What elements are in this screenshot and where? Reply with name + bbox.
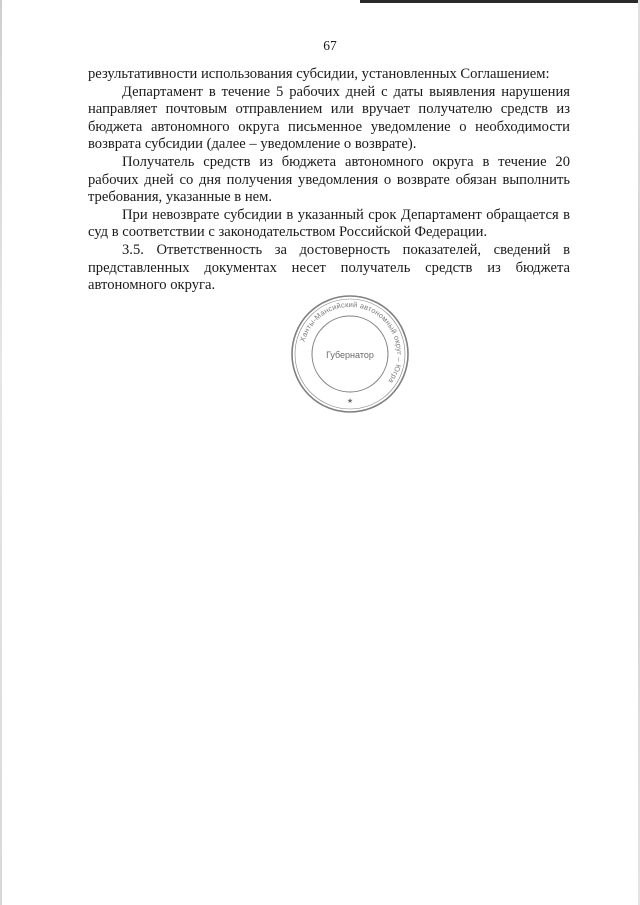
paragraph-department-notice: Департамент в течение 5 рабочих дней с даты выявления нарушения направляет почтовым отправлением или вручает получателю средств из бюджета автономного округа письменное уведомление о необходимости возврата субсидии (далее – уведомление о возврате). <box>88 83 570 153</box>
page-number: 67 <box>323 38 337 53</box>
document-body <box>88 66 570 295</box>
paragraph-court-action: При невозврате субсидии в указанный срок Департамент обращается в суд в соответствии с законодательством Российской Федерации. <box>88 206 570 241</box>
paragraph-continuation: результативности использования субсидии, установленных Соглашением: <box>88 66 550 82</box>
official-seal-stamp <box>288 292 412 416</box>
seal-star-icon: ★ <box>346 397 354 405</box>
scan-top-border <box>360 0 640 3</box>
seal-ring-text: Ханты-Мансийский автономный округ – Югра <box>297 299 405 386</box>
paragraph-recipient-obligation: Получатель средств из бюджета автономного округа в течение 20 рабочих дней со дня получения уведомления о возврате обязан выполнить требования, указанные в нем. <box>88 153 570 206</box>
scan-left-edge <box>0 0 2 905</box>
seal-center-text: Губернатор <box>326 350 374 360</box>
paragraph-section-3-5: 3.5. Ответственность за достоверность показателей, сведений в представленных документах несет получатель средств из бюджета автономного округа. <box>88 241 570 294</box>
